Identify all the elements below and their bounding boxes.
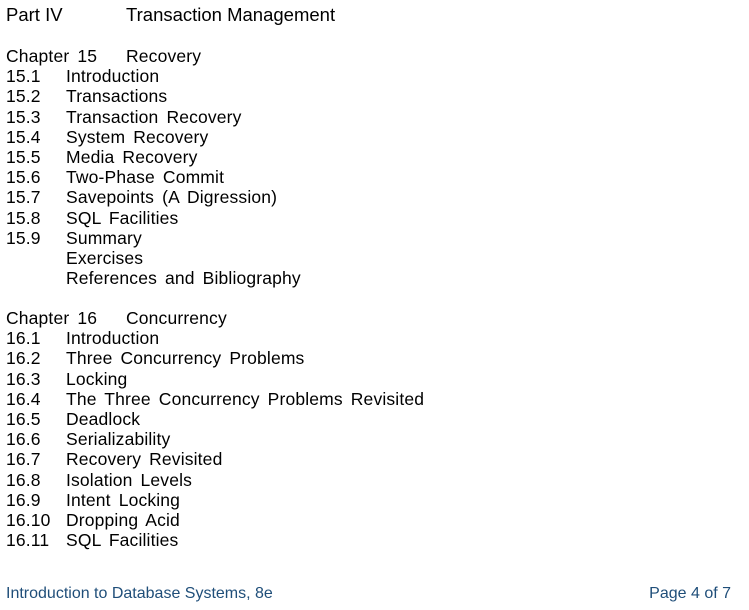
part-title: Transaction Management	[126, 4, 336, 25]
section-number: 16.2	[6, 348, 41, 369]
section-number: 16.8	[6, 469, 41, 490]
section-title: The Three Concurrency Problems Revisited	[66, 388, 425, 409]
section-title: Deadlock	[66, 408, 141, 429]
chapter-title: Concurrency	[126, 308, 227, 328]
section-title: Two-Phase Commit	[66, 167, 225, 188]
section-number: 16.6	[6, 429, 41, 450]
section-number: 16.4	[6, 388, 41, 409]
section-number: 16.5	[6, 408, 41, 429]
chapter-label: Chapter 16	[6, 308, 98, 328]
section-number: 16.11	[6, 530, 50, 551]
section-title: Transactions	[66, 86, 168, 107]
section-title: Serializability	[66, 429, 171, 450]
section-number: 16.1	[6, 328, 41, 349]
part-label: Part IV	[6, 4, 63, 25]
section-number: 16.10	[6, 509, 51, 530]
section-number: 15.9	[6, 227, 41, 248]
section-number: 15.8	[6, 207, 41, 228]
section-number: 16.3	[6, 368, 41, 389]
section-number: 15.1	[6, 66, 41, 87]
chapter-title: Recovery	[126, 46, 202, 66]
section-title: Introduction	[66, 328, 160, 349]
section-title: Intent Locking	[66, 489, 181, 510]
section-title: System Recovery	[66, 126, 209, 147]
section-title: Isolation Levels	[66, 469, 193, 490]
section-number: 15.5	[6, 146, 41, 167]
chapter-label: Chapter 15	[6, 46, 98, 66]
references-label: References and Bibliography	[66, 268, 301, 289]
section-number: 15.2	[6, 86, 41, 107]
section-title: Summary	[66, 227, 142, 248]
section-title: Recovery Revisited	[66, 449, 223, 470]
section-number: 15.7	[6, 187, 41, 208]
section-title: SQL Facilities	[66, 207, 179, 228]
section-title: Dropping Acid	[66, 509, 180, 530]
section-title: Three Concurrency Problems	[66, 348, 305, 369]
section-number: 15.6	[6, 167, 41, 188]
section-title: Introduction	[66, 66, 160, 87]
exercises-label: Exercises	[66, 247, 144, 268]
footer-page-number: Page 4 of 7	[649, 585, 731, 602]
section-title: SQL Facilities	[66, 530, 179, 551]
section-number: 16.7	[6, 449, 41, 470]
section-number: 15.4	[6, 126, 41, 147]
footer-book-title: Introduction to Database Systems, 8e	[6, 585, 273, 602]
section-number: 15.3	[6, 106, 41, 127]
section-title: Savepoints (A Digression)	[66, 187, 278, 208]
section-title: Media Recovery	[66, 146, 198, 167]
section-number: 16.9	[6, 489, 41, 510]
section-title: Locking	[66, 368, 128, 389]
section-title: Transaction Recovery	[66, 106, 242, 127]
